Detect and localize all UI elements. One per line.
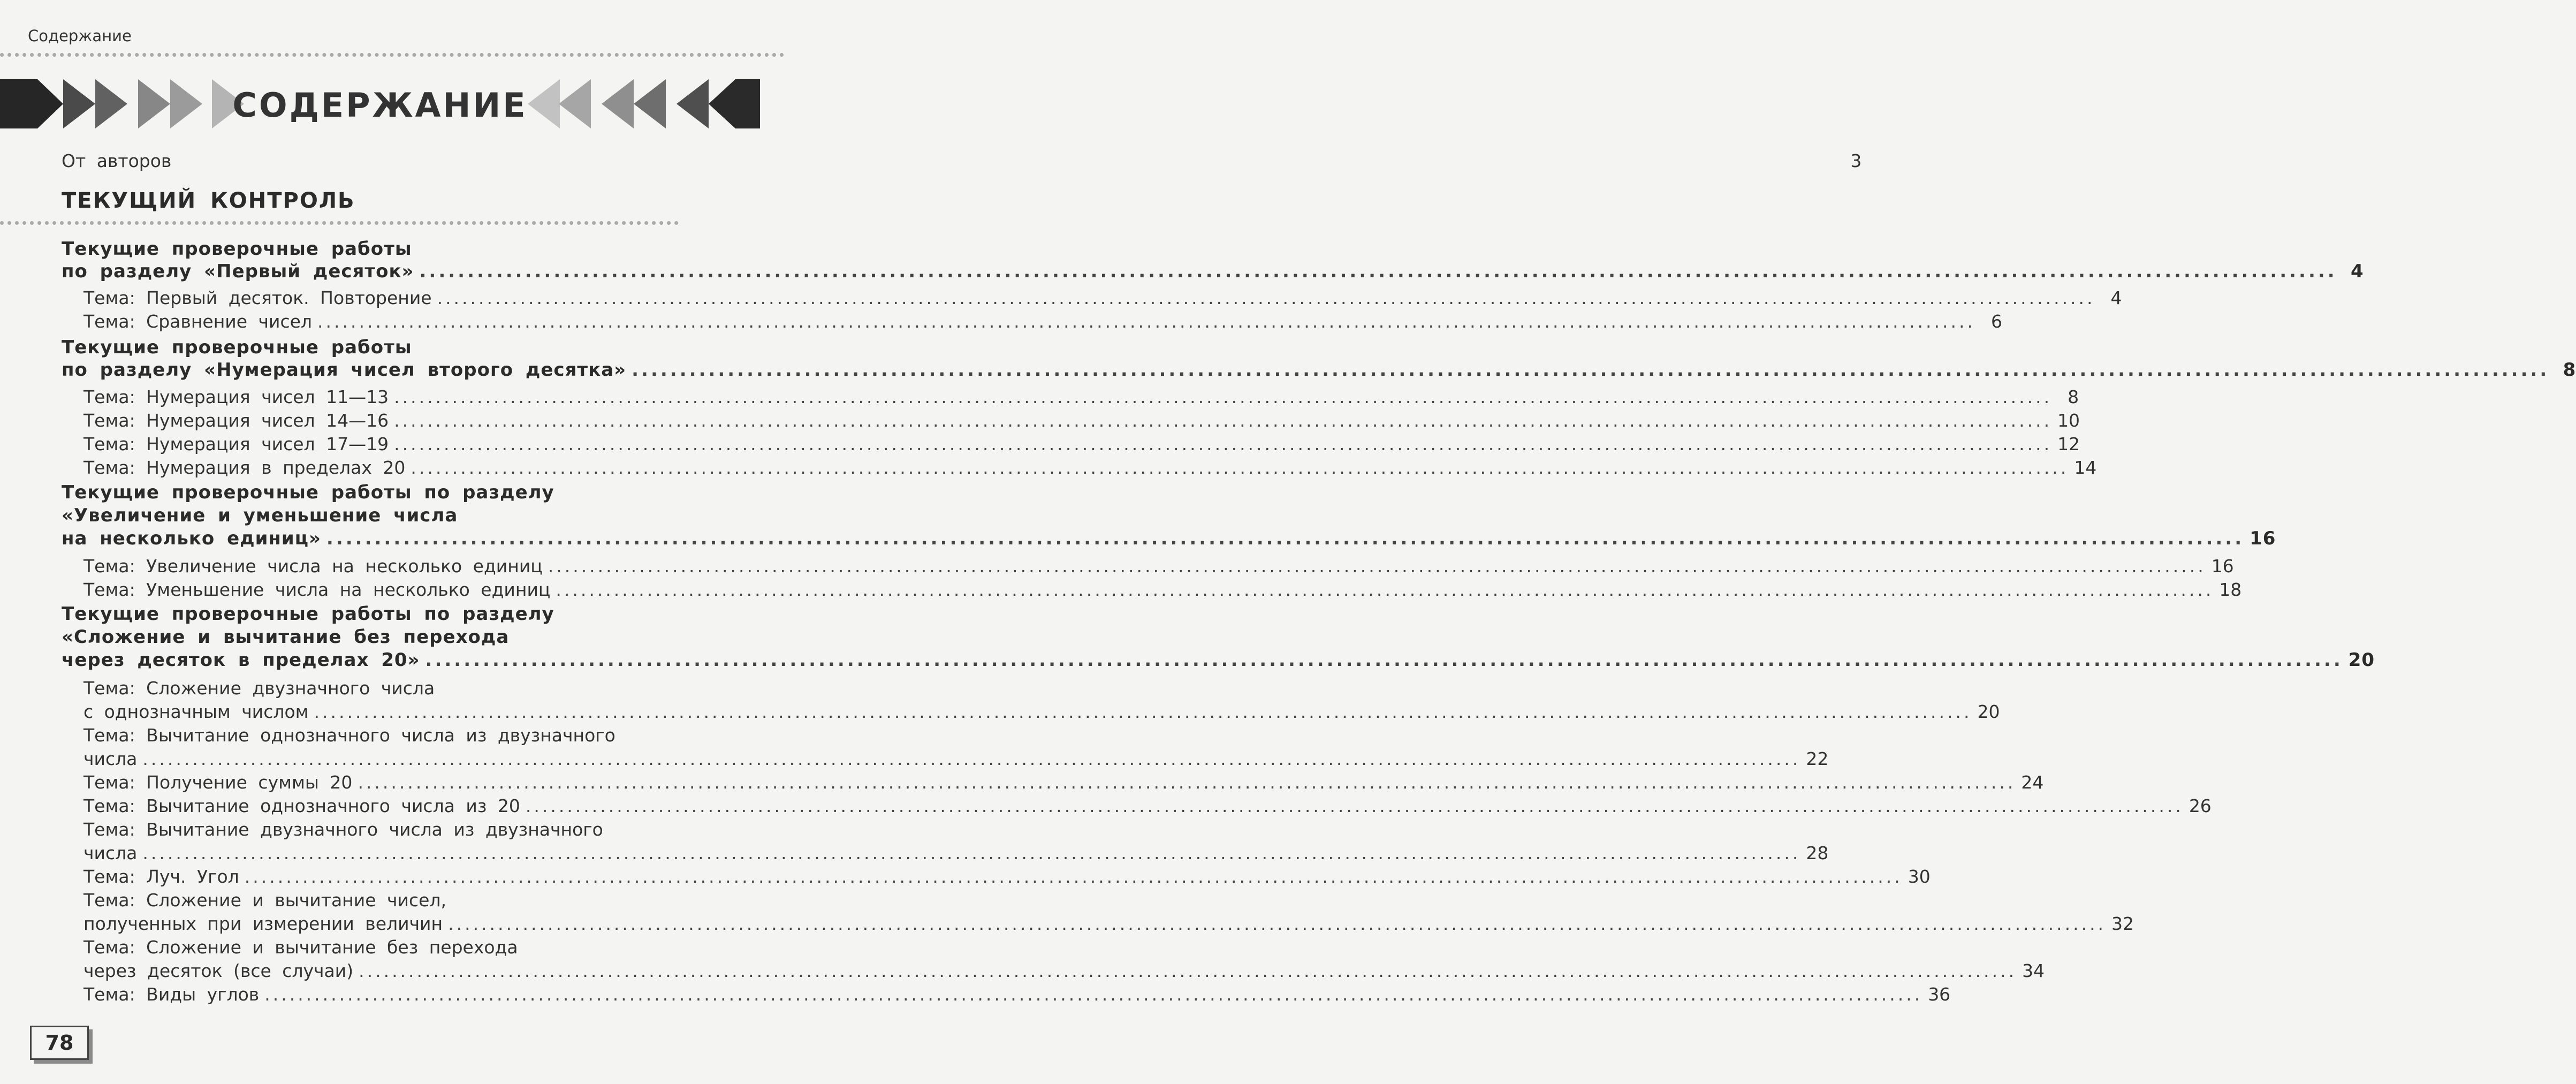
page-number: 78	[30, 1026, 89, 1060]
topic-page: 36	[1928, 984, 1951, 1005]
topic-page: 26	[2189, 795, 2212, 816]
leader-dots: ........................................................................................................................................................................................................	[142, 748, 1801, 769]
topic-page: 32	[2111, 913, 2134, 934]
leader-dots: ........................................................................................................................................................................................................	[419, 261, 2337, 282]
section-page: 4	[2351, 261, 2364, 282]
topic-label: Тема: Вычитание однозначного числа из 20	[83, 795, 520, 816]
leader-dots: ........................................................................................................................................................................................................	[394, 434, 2053, 454]
leader-dots: ........................................................................................................................................................................................................	[394, 386, 2053, 407]
topic-label: Тема: Первый десяток. Повторение	[83, 287, 432, 308]
topic-label: Тема: Луч. Угол	[83, 866, 239, 887]
topic-entry[interactable]	[83, 747, 1829, 771]
topic-label: через десяток (все случаи)	[83, 960, 354, 981]
leader-dots: ........................................................................................................................................................................................................	[425, 649, 2343, 671]
topic-label: Тема: Нумерация в пределах 20	[83, 457, 406, 478]
topic-label: Тема: Нумерация чисел 17—19	[83, 434, 389, 454]
section-heading-line: Текущие проверочные работы	[62, 337, 412, 358]
section-page: 16	[2250, 528, 2276, 549]
topic-page: 12	[2057, 434, 2080, 454]
leader-dots: ........................................................................................................................................................................................................	[548, 556, 2206, 577]
topic-page: 30	[1908, 866, 1931, 887]
leader-dots: ........................................................................................................................................................................................................	[411, 457, 2069, 478]
topic-label: числа	[83, 748, 138, 769]
leader-dots: ........................................................................................................................................................................................................	[556, 579, 2214, 600]
section-heading-line: на несколько единиц»	[62, 528, 321, 549]
section-heading-line: Текущие проверочные работы по разделу	[62, 603, 554, 625]
topic-entry[interactable]	[83, 700, 2000, 724]
section-entry[interactable]	[62, 358, 2576, 382]
leader-dots: ........................................................................................................................................................................................................	[358, 772, 2016, 793]
leader-dots: ........................................................................................................................................................................................................	[326, 528, 2245, 549]
leader-dots: ........................................................................................................................................................................................................	[317, 311, 1975, 332]
topic-page: 20	[1977, 701, 2000, 722]
topic-label: Тема: Увеличение числа на несколько единиц	[83, 556, 543, 577]
topic-label: Тема: Вычитание двузначного числа из двузначного	[83, 819, 603, 840]
topic-entry[interactable]	[83, 310, 2002, 333]
topic-entry[interactable]	[83, 456, 2097, 480]
topic-entry[interactable]	[83, 578, 2242, 602]
topic-page: 10	[2057, 410, 2080, 431]
section-entry[interactable]	[62, 260, 2364, 283]
part-title: ТЕКУЩИЙ КОНТРОЛЬ	[62, 188, 355, 213]
topic-page: 16	[2211, 556, 2234, 577]
toc-entry-label: От авторов	[62, 150, 172, 171]
topic-page: 28	[1806, 843, 1829, 863]
leader-dots: ........................................................................................................................................................................................................	[314, 701, 1972, 722]
section-heading-line: «Сложение и вычитание без перехода	[62, 626, 510, 648]
topic-label: Тема: Сложение и вычитание без перехода	[83, 937, 518, 958]
topic-page: 24	[2021, 772, 2044, 793]
banner-title: СОДЕРЖАНИЕ	[232, 86, 528, 125]
section-heading-line: через десяток в пределах 20»	[62, 649, 420, 671]
section-heading-line: Текущие проверочные работы	[62, 238, 412, 260]
topic-entry[interactable]	[83, 555, 2234, 578]
leader-dots: ........................................................................................................................................................................................................	[437, 287, 2095, 308]
toc-entry-page: 3	[1850, 150, 1862, 171]
section-heading-line: Текущие проверочные работы по разделу	[62, 482, 554, 503]
topic-label: Тема: Уменьшение числа на несколько единиц	[83, 579, 551, 600]
topic-entry[interactable]	[83, 842, 1829, 865]
topic-page: 34	[2022, 960, 2045, 981]
leader-dots: ........................................................................................................................................................................................................	[264, 984, 1923, 1005]
topic-label: Тема: Сравнение чисел	[83, 311, 313, 332]
running-header: Содержание	[28, 27, 132, 45]
section-page: 20	[2348, 649, 2375, 671]
header-divider	[0, 53, 784, 57]
topic-label: Тема: Нумерация чисел 11—13	[83, 386, 389, 407]
section-heading-line: «Увеличение и уменьшение числа	[62, 505, 458, 526]
topic-entry[interactable]	[83, 433, 2080, 456]
topic-entry[interactable]	[83, 912, 2134, 936]
topic-label: Тема: Вычитание однозначного числа из двузначного	[83, 725, 615, 746]
topic-entry[interactable]	[83, 794, 2212, 818]
toc-entry-intro[interactable]	[62, 149, 1862, 173]
topic-entry[interactable]	[83, 385, 2079, 409]
topic-label: Тема: Сложение и вычитание чисел,	[83, 890, 446, 911]
topic-page: 4	[2110, 287, 2122, 308]
leader-dots: ........................................................................................................................................................................................................	[142, 843, 1801, 863]
leader-dots: ........................................................................................................................................................................................................	[394, 410, 2053, 431]
topic-label: Тема: Сложение двузначного числа	[83, 678, 435, 699]
topic-entry[interactable]	[83, 983, 1951, 1006]
topic-label: Тема: Нумерация чисел 14—16	[83, 410, 389, 431]
leader-dots: ........................................................................................................................................................................................................	[359, 960, 2017, 981]
leader-dots: ........................................................................................................................................................................................................	[525, 795, 2184, 816]
leader-dots: ........................................................................................................................................................................................................	[632, 359, 2550, 381]
topic-entry[interactable]	[83, 409, 2080, 433]
topic-page: 8	[2068, 386, 2079, 407]
topic-entry[interactable]	[83, 959, 2045, 983]
topic-page: 22	[1806, 748, 1829, 769]
topic-label: с однозначным числом	[83, 701, 309, 722]
section-heading-line: по разделу «Нумерация чисел второго десятка»	[62, 359, 627, 381]
section-heading-line: по разделу «Первый десяток»	[62, 261, 414, 282]
topic-entry[interactable]	[83, 286, 2122, 310]
section-entry[interactable]	[62, 648, 2375, 672]
topic-entry[interactable]	[83, 771, 2044, 794]
title-banner	[0, 79, 760, 128]
topic-page: 18	[2219, 579, 2242, 600]
topic-page: 6	[1990, 311, 2002, 332]
topic-label: полученных при измерении величин	[83, 913, 443, 934]
section-entry[interactable]	[62, 527, 2276, 550]
topic-entry[interactable]	[83, 865, 1931, 889]
topic-page: 14	[2074, 457, 2097, 478]
topic-label: Тема: Виды углов	[83, 984, 260, 1005]
topic-label: числа	[83, 843, 138, 863]
part-divider	[0, 221, 679, 225]
topic-label: Тема: Получение суммы 20	[83, 772, 353, 793]
leader-dots: ........................................................................................................................................................................................................	[448, 913, 2107, 934]
leader-dots: ........................................................................................................................................................................................................	[244, 866, 1903, 887]
section-page: 8	[2563, 359, 2576, 381]
